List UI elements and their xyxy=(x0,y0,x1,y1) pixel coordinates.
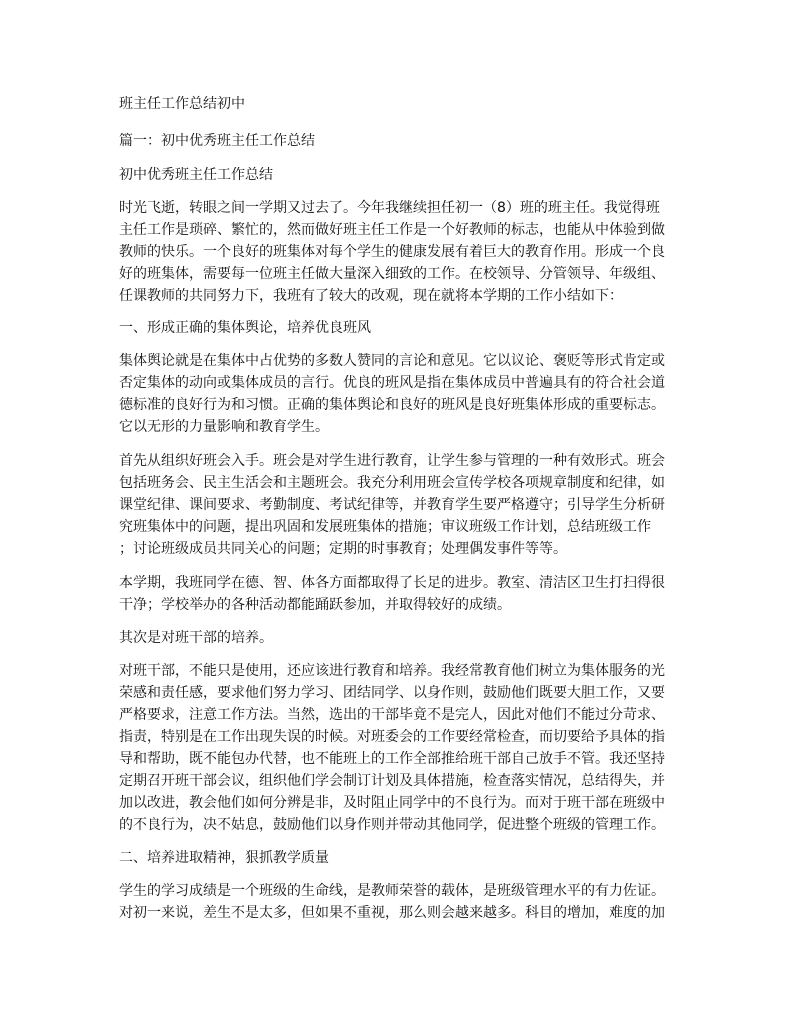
text-line: 荣感和责任感，要求他们努力学习、团结同学、以身作则，鼓励他们既要大胆工作，又要 xyxy=(119,685,665,701)
text-line: 导和帮助，既不能包办代替，也不能班上的工作全部推给班干部自己放手不管。我还坚持 xyxy=(119,751,665,767)
section-1-paragraph-2 xyxy=(119,450,685,560)
text-line: 干净；学校举办的各种活动都能踊跃参加，并取得较好的成绩。 xyxy=(119,597,511,613)
article-subheading: 初中优秀班主任工作总结 xyxy=(119,167,273,183)
text-line: 教师的快乐。一个良好的班集体对每个学生的健康发展有着巨大的教育作用。形成一个良 xyxy=(119,244,665,260)
text-line: 任课教师的共同努力下，我班有了较大的改观，现在就将本学期的工作小结如下： xyxy=(119,288,623,304)
text-line: ；讨论班级成员共同关心的问题；定期的时事教育；处理偶发事件等等。 xyxy=(119,541,567,557)
text-line: 否定集体的动向或集体成员的言行。优良的班风是指在集体成员中普遍具有的符合社会道 xyxy=(119,375,665,391)
text-line: 本学期，我班同学在德、智、体各方面都取得了长足的进步。教室、清洁区卫生打扫得很 xyxy=(119,575,665,591)
text-line: 它以无形的力量影响和教育学生。 xyxy=(119,419,329,435)
text-line: 究班集体中的问题，提出巩固和发展班集体的措施；审议班级工作计划，总结班级工作 xyxy=(119,519,651,535)
section-2-paragraph-1 xyxy=(119,880,685,924)
section-1-paragraph-1 xyxy=(119,350,685,438)
text-line: 德标准的良好行为和习惯。正确的集体舆论和良好的班风是良好班集体形成的重要标志。 xyxy=(119,397,665,413)
text-line: 包括班务会、民主生活会和主题班会。我充分利用班会宣传学校各项规章制度和纪律，如 xyxy=(119,475,665,491)
text-line: 首先从组织好班会入手。班会是对学生进行教育，让学生参与管理的一种有效形式。班会 xyxy=(119,453,665,469)
text-line: 好的班集体，需要每一位班主任做大量深入细致的工作。在校领导、分管领导、年级组、 xyxy=(119,266,665,282)
section-2-title: 二、培养进取精神，狠抓教学质量 xyxy=(119,850,329,866)
intro-paragraph xyxy=(119,197,685,307)
text-line: 加以改进，教会他们如何分辨是非，及时阻止同学中的不良行为。而对于班干部在班级中 xyxy=(119,795,665,811)
section-1-paragraph-4: 其次是对班干部的培养。 xyxy=(119,630,273,646)
text-line: 的不良行为，决不姑息，鼓励他们以身作则并带动其他同学，促进整个班级的管理工作。 xyxy=(119,817,665,833)
article-heading: 篇一：初中优秀班主任工作总结 xyxy=(119,133,315,149)
text-line: 主任工作是琐碎、繁忙的，然而做好班主任工作是一个好教师的标志，也能从中体验到做 xyxy=(119,222,665,238)
text-line: 学生的学习成绩是一个班级的生命线，是教师荣誉的载体，是班级管理水平的有力佐证。 xyxy=(119,883,665,899)
text-line: 对初一来说，差生不是太多，但如果不重视，那么则会越来越多。科目的增加，难度的加 xyxy=(119,905,665,921)
section-1-paragraph-5 xyxy=(119,660,685,836)
text-line: 时光飞逝，转眼之间一学期又过去了。今年我继续担任初一（8）班的班主任。我觉得班 xyxy=(119,200,660,216)
text-line: 指责，特别是在工作出现失误的时候。对班委会的工作要经常检查，而切要给予具体的指 xyxy=(119,729,665,745)
text-line: 严格要求，注意工作方法。当然，选出的干部毕竟不是完人，因此对他们不能过分苛求、 xyxy=(119,707,665,723)
document-title: 班主任工作总结初中 xyxy=(119,96,245,112)
text-line: 对班干部，不能只是使用，还应该进行教育和培养。我经常教育他们树立为集体服务的光 xyxy=(119,663,665,679)
text-line: 课堂纪律、课间要求、考勤制度、考试纪律等，并教育学生要严格遵守；引导学生分析研 xyxy=(119,497,665,513)
text-line: 集体舆论就是在集体中占优势的多数人赞同的言论和意见。它以议论、褒贬等形式肯定或 xyxy=(119,353,665,369)
text-line: 定期召开班干部会议，组织他们学会制订计划及具体措施，检查落实情况，总结得失，并 xyxy=(119,773,665,789)
section-1-title: 一、形成正确的集体舆论，培养优良班风 xyxy=(119,320,371,336)
section-1-paragraph-3 xyxy=(119,572,685,616)
